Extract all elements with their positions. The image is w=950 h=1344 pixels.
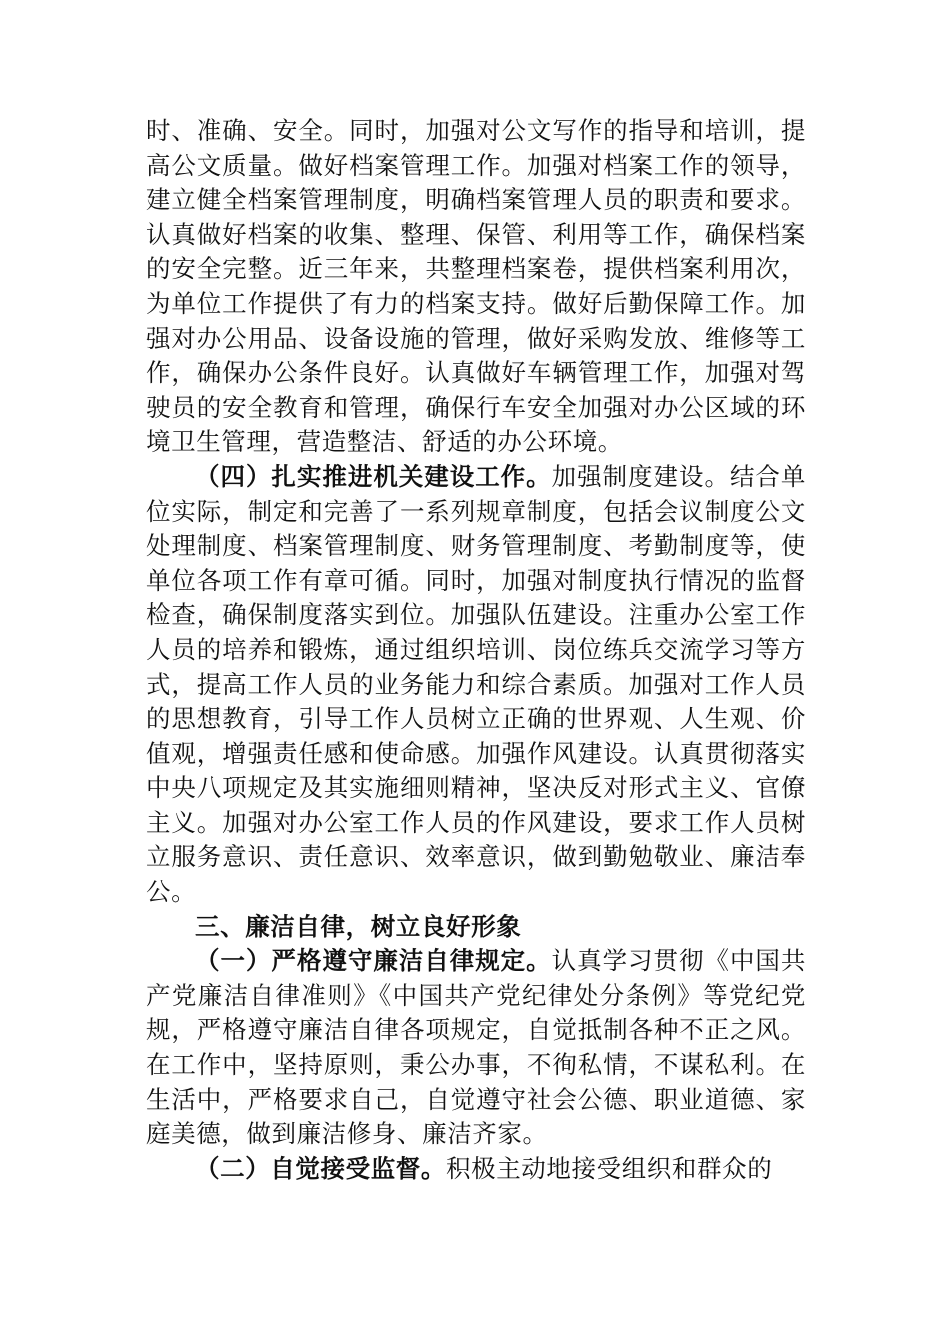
paragraph-text: 加强制度建设。结合单位实际，制定和完善了一系列规章制度，包括会议制度公文处理制度、档案管理制度、财务管理制度、考勤制度等，使单位各项工作有章可循。同时，加强对制度执行情况的监督检查，确保制度落实到位。加强队伍建设。注重办公室工作人员的培养和锻炼，通过组织培训、岗位练兵交流学习等方式，提高工作人员的业务能力和综合素质。加强对工作人员的思想教育，引导工作人员树立正确的世界观、人生观、价值观，增强责任感和使命感。加强作风建设。认真贯彻落实中央八项规定及其实施细则精神，坚决反对形式主义、官僚主义。加强对办公室工作人员的作风建设，要求工作人员树立服务意识、责任意识、效率意识，做到勤勉敬业、廉洁奉公。 xyxy=(146,461,807,907)
paragraph-text: 时、准确、安全。同时，加强对公文写作的指导和培训，提高公文质量。做好档案管理工作。加强对档案工作的领导，建立健全档案管理制度，明确档案管理人员的职责和要求。认真做好档案的收集、整理、保管、利用等工作，确保档案的安全完整。近三年来，共整理档案卷，提供档案利用次，为单位工作提供了有力的档案支持。做好后勤保障工作。加强对办公用品、设备设施的管理，做好采购发放、维修等工作，确保办公条件良好。认真做好车辆管理工作，加强对驾驶员的安全教育和管理，确保行车安全加强对办公区域的环境卫生管理，营造整洁、舒适的办公环境。 xyxy=(146,116,806,457)
document-page xyxy=(146,114,806,1186)
body-paragraph-continuation xyxy=(146,114,806,460)
body-paragraph-organ-building xyxy=(146,460,806,910)
section-heading: 三、廉洁自律，树立良好形象 xyxy=(195,911,522,941)
paragraph-lead-heading: （一）严格遵守廉洁自律规定。 xyxy=(195,946,552,976)
paragraph-lead-heading: （四）扎实推进机关建设工作。 xyxy=(195,461,552,491)
paragraph-text: 认真学习贯彻《中国共产党廉洁自律准则》《中国共产党纪律处分条例》等党纪党规，严格遵守廉洁自律各项规定，自觉抵制各种不正之风。在工作中，坚持原则，秉公办事，不徇私情，不谋私利。在生活中，严格要求自己，自觉遵守社会公德、职业道德、家庭美德，做到廉洁修身、廉洁齐家。 xyxy=(146,946,807,1149)
paragraph-text: 积极主动地接受组织和群众的 xyxy=(446,1153,773,1183)
paragraph-lead-heading: （二）自觉接受监督。 xyxy=(195,1153,446,1183)
body-paragraph-integrity-rules xyxy=(146,944,806,1152)
body-paragraph-supervision xyxy=(146,1152,806,1187)
